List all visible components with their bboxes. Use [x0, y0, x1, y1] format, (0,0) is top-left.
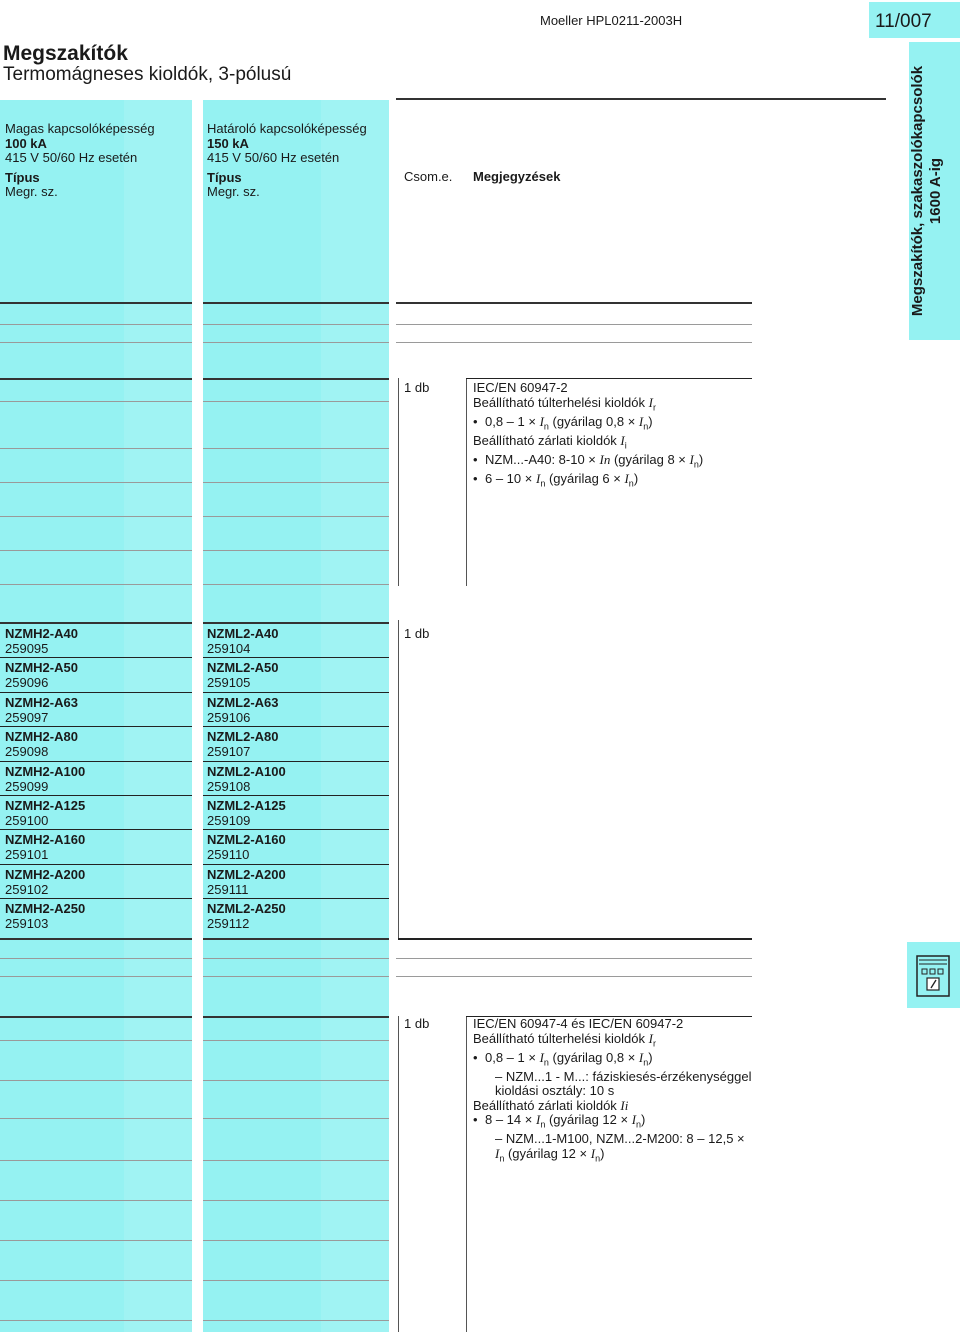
product-type: NZMH2-A50: [5, 660, 78, 675]
product-cell: [5, 730, 78, 759]
s3-m-default: $I_n$ (gyárilag $12 \times I_n$): [495, 1145, 605, 1164]
product-cell: [207, 765, 286, 794]
row-divider: [203, 657, 389, 658]
notes-header: Megjegyzések: [473, 169, 561, 184]
ruling-line: [203, 1280, 389, 1281]
ruling-line: [0, 1080, 192, 1081]
notes-column-divider-1: [466, 378, 467, 586]
product-cell: [207, 799, 286, 828]
product-type: NZMH2-A125: [5, 798, 86, 813]
group-rule: [203, 938, 389, 940]
row-divider: [0, 761, 192, 762]
column-2-inner-shade: [321, 100, 389, 1332]
s3-overload-label: Beállítható túlterhelési kioldók $I_r$: [473, 1030, 656, 1049]
page-number-tab: [869, 2, 960, 38]
product-order-number: 259103: [5, 915, 49, 931]
row-divider: [0, 692, 192, 693]
s1-short-range: • $6 - 10 \times I_n$ (gyárilag $6 \times I_n$): [473, 472, 703, 491]
section3-qty: 1 db: [404, 1016, 430, 1031]
product-cell: [5, 833, 85, 862]
product-cell: [207, 833, 286, 862]
s3-phase-loss: – NZM...1 - M...: fáziskiesés-érzékenységgel: [495, 1068, 752, 1084]
page-number: 11/007: [875, 11, 932, 32]
s1-standard: IEC/EN 60947-2: [473, 380, 568, 395]
ruling-line: [0, 1040, 192, 1041]
section1-notes: [473, 381, 703, 491]
product-order-number: 259097: [5, 709, 49, 725]
qty-header: Csom.e.: [404, 169, 453, 184]
product-cell: [5, 799, 85, 828]
ruling-line: [0, 1016, 192, 1018]
row-divider: [203, 829, 389, 830]
row-divider: [0, 829, 192, 830]
ruling-line: [203, 1040, 389, 1041]
product-order-number: 259102: [5, 881, 49, 897]
ruling-line: [203, 584, 389, 585]
col1-order-label: Megr. sz.: [5, 184, 58, 199]
notes-rule-5: [396, 976, 752, 977]
header-rule: [396, 98, 886, 100]
col2-capacity-value: 150 kA: [207, 135, 249, 151]
ruling-line: [0, 1280, 192, 1281]
ruling-line: [203, 448, 389, 449]
ruling-line: [0, 448, 192, 449]
product-cell: [207, 627, 279, 656]
ruling-line: [203, 516, 389, 517]
ruling-line: [203, 342, 389, 343]
product-order-number: 259107: [207, 743, 251, 759]
ruling-line: [0, 482, 192, 483]
row-divider: [203, 761, 389, 762]
product-order-number: 259104: [207, 640, 251, 656]
col2-type-label: Típus: [207, 169, 242, 185]
product-order-number: 259096: [5, 674, 49, 690]
product-cell: [5, 696, 78, 725]
product-type: NZML2-A200: [207, 867, 286, 882]
product-order-number: 259109: [207, 812, 251, 828]
group-rule: [203, 622, 389, 624]
s3-short-range: • $8 - 14 \times I_n$ (gyárilag $12 \times I_n$): [473, 1113, 751, 1132]
product-order-number: 259098: [5, 743, 49, 759]
s3-m-range: – NZM...1-M100, NZM...2-M200: 8 – 12,5 ×: [495, 1131, 745, 1147]
column-1-inner-shade: [124, 100, 192, 1332]
ruling-line: [0, 1118, 192, 1119]
product-type: NZML2-A40: [207, 626, 279, 641]
product-type: NZML2-A100: [207, 764, 286, 779]
row-divider: [0, 795, 192, 796]
product-type: NZML2-A80: [207, 729, 279, 744]
ruling-line: [203, 302, 389, 304]
ruling-line: [0, 342, 192, 343]
product-type: NZML2-A250: [207, 901, 286, 916]
s3-standard: IEC/EN 60947-4 és IEC/EN 60947-2: [473, 1016, 684, 1031]
ruling-line: [0, 1320, 192, 1321]
notes-top-rule-1: [466, 378, 752, 379]
product-order-number: 259110: [207, 846, 250, 862]
product-order-number: 259105: [207, 674, 251, 690]
product-order-number: 259095: [5, 640, 49, 656]
ruling-line: [203, 1160, 389, 1161]
ruling-line: [0, 1160, 192, 1161]
catalog-code: Moeller HPL0211-2003H: [540, 13, 683, 28]
product-cell: [207, 696, 279, 725]
product-cell: [5, 627, 78, 656]
qty-column-divider-3: [398, 1016, 399, 1332]
col1-capacity-value: 100 kA: [5, 135, 47, 151]
product-type: NZML2-A160: [207, 832, 286, 847]
product-type: NZML2-A50: [207, 660, 279, 675]
product-cell: [5, 902, 85, 931]
ruling-line: [0, 401, 192, 402]
ruling-line: [203, 324, 389, 325]
product-order-number: 259108: [207, 778, 251, 794]
ruling-line: [203, 958, 389, 959]
side-tab-line1: Megszakítók, szakaszolókapcsolók: [909, 65, 926, 317]
column-1-header: [5, 122, 155, 200]
circuit-breaker-icon-graphic: [907, 942, 960, 1008]
product-cell: [5, 661, 78, 690]
product-cell: [207, 730, 279, 759]
qty-column-divider-1: [398, 378, 399, 586]
product-order-number: 259111: [207, 881, 249, 897]
ruling-line: [0, 516, 192, 517]
column-2-header: [207, 122, 367, 200]
s3-short-label: Beállítható zárlati kioldók Ii: [473, 1097, 629, 1113]
s3-overload-range: • $0,8 - 1 \times I_n$ (gyárilag $0,8 \times I_n$): [473, 1051, 751, 1070]
ruling-line: [0, 976, 192, 977]
row-divider: [203, 692, 389, 693]
row-divider: [0, 898, 192, 899]
col1-voltage: 415 V 50/60 Hz esetén: [5, 150, 138, 165]
col1-type-label: Típus: [5, 169, 40, 185]
ruling-line: [203, 1240, 389, 1241]
product-order-number: 259112: [207, 915, 250, 931]
col1-capacity-label: Magas kapcsolóképesség: [5, 121, 155, 136]
side-category-tab: [909, 42, 960, 340]
notes-rule-1: [396, 302, 752, 304]
ruling-line: [0, 958, 192, 959]
ruling-line: [203, 378, 389, 380]
side-tab-line2: 1600 A-ig: [927, 157, 944, 225]
ruling-line: [203, 550, 389, 551]
product-cell: [5, 765, 85, 794]
side-tab-text: [909, 42, 959, 340]
product-type: NZML2-A63: [207, 695, 279, 710]
ruling-line: [0, 324, 192, 325]
notes-column-divider-3: [466, 1016, 467, 1332]
page-title: Megszakítók: [3, 42, 128, 65]
s1-overload-range: • $0,8 - 1 \times I_n$ (gyárilag $0,8 \times I_n$): [473, 415, 703, 434]
row-divider: [0, 657, 192, 658]
qty-column-divider-2: [398, 620, 399, 938]
ruling-line: [0, 378, 192, 380]
section2-qty: 1 db: [404, 626, 430, 641]
ruling-line: [203, 401, 389, 402]
section1-qty: 1 db: [404, 380, 430, 395]
product-type: NZMH2-A200: [5, 867, 86, 882]
ruling-line: [203, 1080, 389, 1081]
notes-rule-2: [396, 324, 752, 325]
product-type: NZMH2-A80: [5, 729, 78, 744]
group-rule: [0, 622, 192, 624]
product-type: NZMH2-A100: [5, 764, 86, 779]
ruling-line: [203, 1200, 389, 1201]
product-type: NZMH2-A63: [5, 695, 78, 710]
ruling-line: [0, 1240, 192, 1241]
row-divider: [203, 864, 389, 865]
ruling-line: [203, 1118, 389, 1119]
s3-trip-class: kioldási osztály: 10 s: [495, 1083, 615, 1099]
s1-short-label: Beállítható zárlati kioldók $I_i$: [473, 432, 627, 451]
ruling-line: [0, 550, 192, 551]
product-order-number: 259100: [5, 812, 49, 828]
row-divider: [203, 795, 389, 796]
col2-voltage: 415 V 50/60 Hz esetén: [207, 150, 340, 165]
group-rule: [0, 938, 192, 940]
ruling-line: [0, 1200, 192, 1201]
row-divider: [203, 726, 389, 727]
row-divider: [203, 898, 389, 899]
product-type: NZMH2-A40: [5, 626, 78, 641]
page-subtitle: Termomágneses kioldók, 3-pólusú: [3, 64, 292, 85]
row-divider: [0, 726, 192, 727]
product-order-number: 259099: [5, 778, 49, 794]
ruling-line: [203, 976, 389, 977]
col2-order-label: Megr. sz.: [207, 184, 260, 199]
product-type: NZMH2-A250: [5, 901, 86, 916]
circuit-breaker-icon: [907, 942, 960, 1008]
section3-notes: [473, 1017, 751, 1166]
product-order-number: 259106: [207, 709, 251, 725]
notes-bottom-rule-2: [398, 938, 752, 940]
product-cell: [207, 661, 279, 690]
product-order-number: 259101: [5, 846, 49, 862]
ruling-line: [203, 1016, 389, 1018]
product-cell: [5, 868, 85, 897]
product-type: NZML2-A125: [207, 798, 286, 813]
ruling-line: [203, 482, 389, 483]
col2-capacity-label: Határoló kapcsolóképesség: [207, 121, 367, 136]
ruling-line: [0, 302, 192, 304]
notes-rule-4: [396, 958, 752, 959]
notes-rule-3: [396, 342, 752, 343]
product-cell: [207, 868, 286, 897]
product-cell: [207, 902, 286, 931]
product-type: NZMH2-A160: [5, 832, 86, 847]
row-divider: [0, 864, 192, 865]
ruling-line: [0, 584, 192, 585]
s1-overload-label: Beállítható túlterhelési kioldók $I_r$: [473, 394, 656, 413]
ruling-line: [203, 1320, 389, 1321]
s1-short-range-a40: • NZM...-A40: 8-10 × In (gyárilag $8 \times I_n$): [473, 453, 703, 472]
